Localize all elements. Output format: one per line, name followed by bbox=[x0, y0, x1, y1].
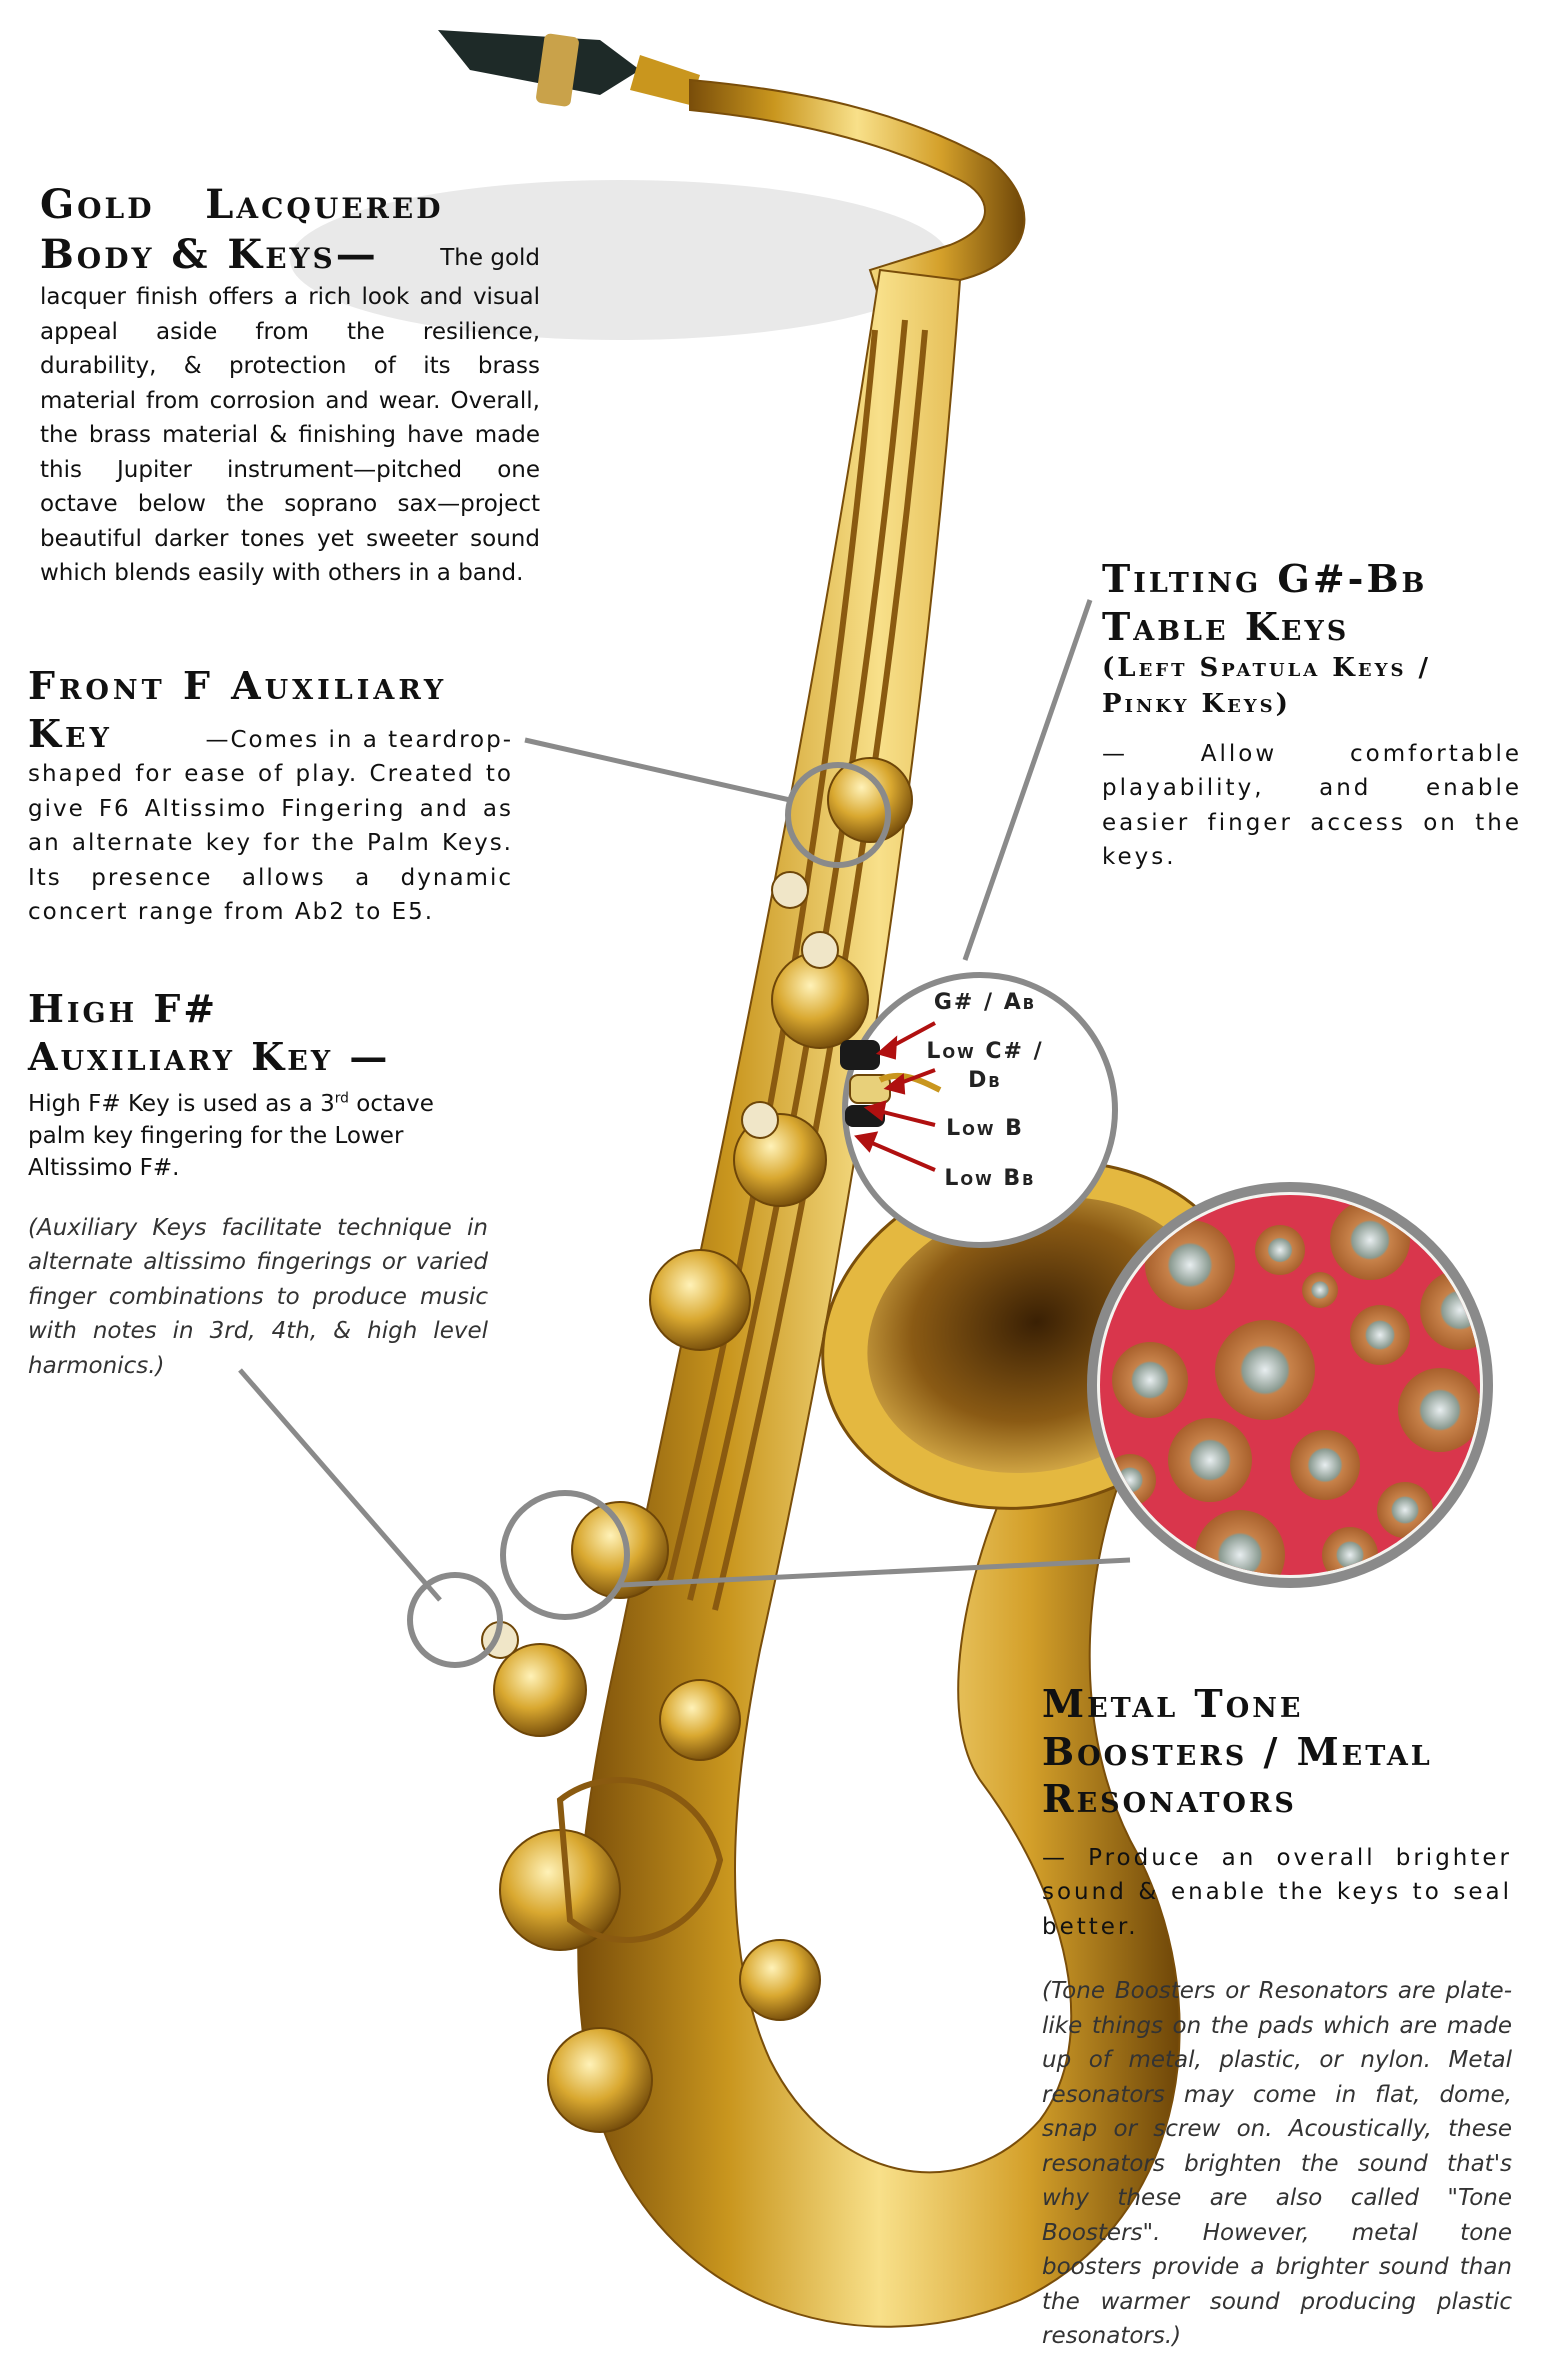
front-f-section bbox=[28, 662, 513, 930]
label-gsharp-ab: G# / Ab bbox=[933, 990, 1037, 1015]
gold-lead: The gold bbox=[440, 245, 540, 271]
gold-body: lacquer finish offers a rich look and visual appeal aside from the resilience, durability, & protection of its brass material from corrosion and wear. Overall, the brass material & finishing have made this Jupiter instrument—pitched one octave below the soprano sax—project beautiful darker tones yet sweeter sound which blends easily with others in a band. bbox=[40, 284, 540, 586]
tilting-body: — Allow comfortable playability, and enable easier finger access on the keys. bbox=[1102, 740, 1522, 871]
high-f-title-line2: Auxiliary Key — bbox=[28, 1033, 391, 1079]
tilting-title-line2: Table Keys bbox=[1102, 603, 1350, 649]
high-fsharp-callout-circle bbox=[410, 1575, 500, 1665]
label-low-b: Low B bbox=[946, 1116, 1024, 1141]
tilting-table-keys-section bbox=[1102, 555, 1522, 875]
resonators-zoom bbox=[1090, 1185, 1500, 1610]
metal-title-line3: Resonators bbox=[1042, 1776, 1297, 1821]
label-low-csharp-db: Low C# / Db bbox=[926, 1039, 1044, 1093]
metal-title-line1: Metal Tone bbox=[1042, 1681, 1304, 1726]
metal-body: — Produce an overall brighter sound & enable the keys to seal better. bbox=[1042, 1844, 1512, 1940]
high-f-title-line1: High F# bbox=[28, 986, 219, 1031]
front-f-body: shaped for ease of play. Created to give F6 Altissimo Fingering and as an alternate key for the Palm Keys. Its presence allows a dynamic concert range from Ab2 to E5. bbox=[28, 761, 513, 925]
front-f-title-line2: Key bbox=[28, 710, 113, 756]
metal-resonators-section bbox=[1042, 1680, 1512, 2354]
gold-lacquer-section bbox=[40, 180, 540, 591]
front-f-title-line1: Front F Auxiliary bbox=[28, 663, 448, 708]
front-f-lead: —Comes in a teardrop- bbox=[205, 726, 513, 753]
high-f-body: High F# Key is used as a 3rd octave palm key fingering for the Lower Altissimo F#. bbox=[28, 1090, 434, 1182]
metal-title-line2: Boosters / Metal bbox=[1042, 1728, 1433, 1774]
high-fsharp-section bbox=[28, 985, 488, 1383]
metal-note: (Tone Boosters or Resonators are plate-like things on the pads which are made up of metal, plastic, or nylon. Metal resonators may come in flat, dome, snap or screw on. Acoustically, these resonators brighten the sound that's why these are also called "Tone Boosters". However, metal tone boosters provide a brighter sound than the warmer sound producing plastic resonators.) bbox=[1042, 1978, 1512, 2349]
tilting-subtitle: (Left Spatula Keys / Pinky Keys) bbox=[1102, 653, 1431, 720]
high-f-note: (Auxiliary Keys facilitate technique in alternate altissimo fingerings or varied finger combinations to produce music with notes in 3rd, 4th, & high level harmonics.) bbox=[28, 1214, 488, 1379]
label-low-bb: Low Bb bbox=[944, 1166, 1036, 1191]
gold-title-line2: Body & Keys— bbox=[40, 231, 379, 278]
mouthpiece bbox=[438, 30, 700, 107]
gold-title-line1: Gold Lacquered bbox=[40, 181, 444, 228]
tilting-title-line1: Tilting G#-Bb bbox=[1102, 556, 1428, 601]
